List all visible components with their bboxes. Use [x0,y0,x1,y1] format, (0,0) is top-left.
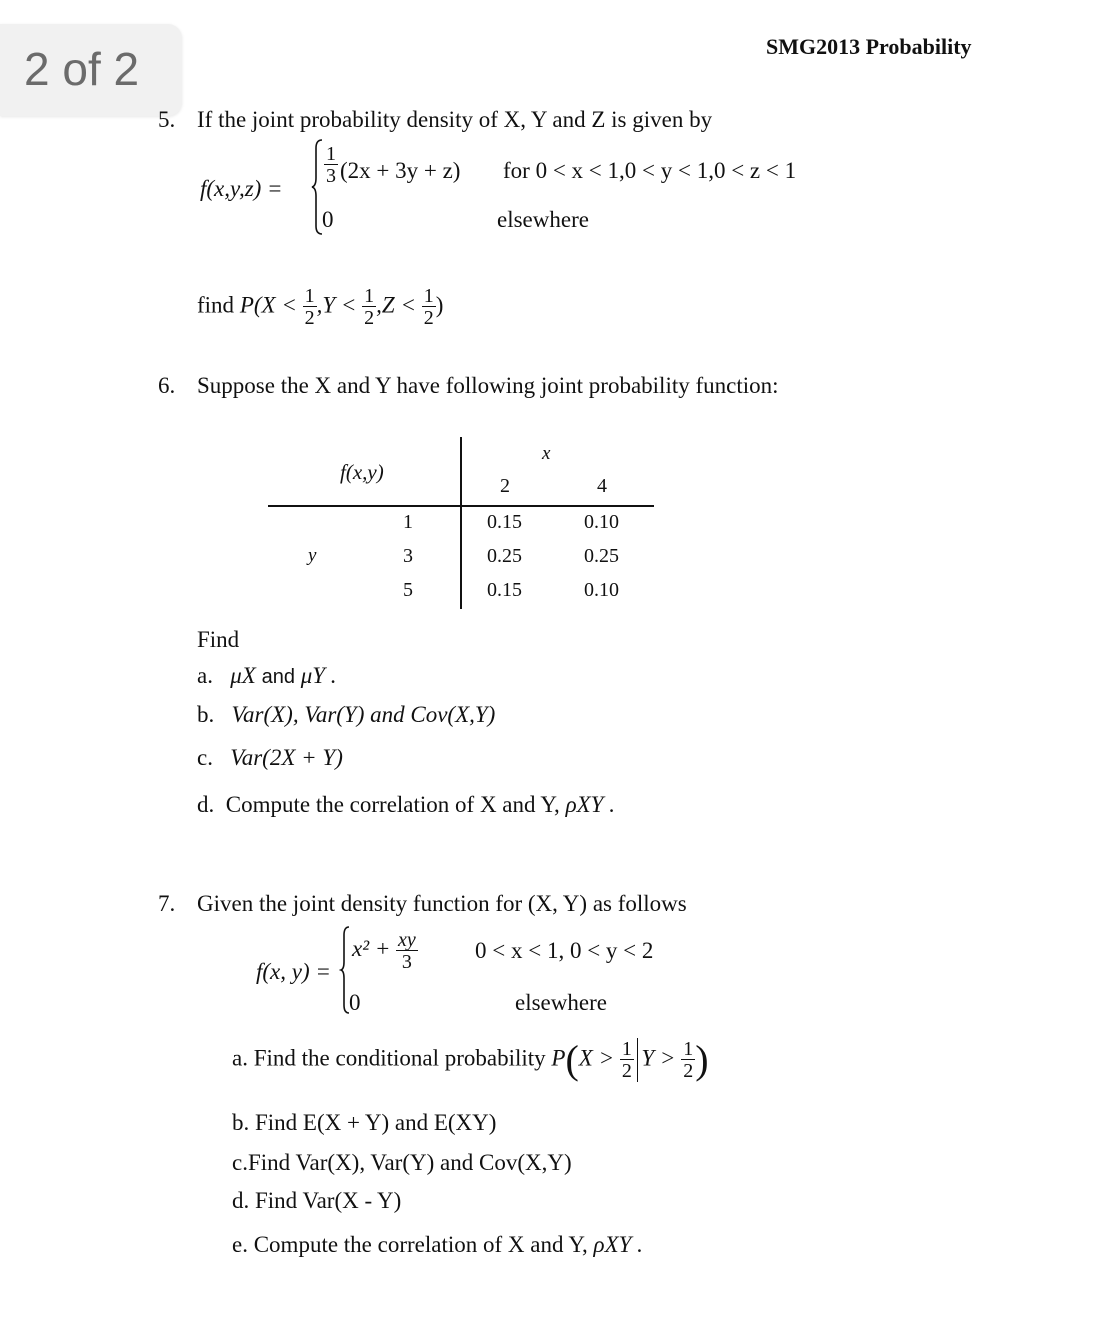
q7-a-frac2 [681,1039,695,1081]
q7-part-a [232,1038,709,1082]
q5-frac-y-den: 2 [364,307,375,329]
q5-frac-y [362,286,376,328]
q7-a-y: Y > [641,1045,676,1071]
q5-prob-p: P(X < [239,292,297,318]
q6-d-rho: ρXY . [565,792,615,817]
q7-part-b: b. Find E(X + Y) and E(XY) [232,1110,497,1135]
q7-case2-cond: elsewhere [515,990,607,1015]
q7-a-frac2-num: 1 [683,1038,694,1060]
q5-frac-y-num: 1 [364,285,375,307]
q5-case1-cond: for 0 < x < 1,0 < y < 1,0 < z < 1 [503,158,797,183]
q6-cell-0-0: 0.15 [487,511,522,533]
q7-case2-val: 0 [349,990,361,1015]
q6-table-y-label: y [308,545,317,566]
q7-a-x: X > [578,1045,615,1071]
q6-intro: Suppose the X and Y have following joint probability function: [197,373,779,398]
q6-table-hline [268,505,654,507]
q5-case1-num: 1 [326,143,336,165]
q6-part-d [197,792,615,818]
q5-prob-z: ,Z < [376,292,416,318]
q7-intro: Given the joint density function for (X, Y) as follows [197,891,687,916]
q6-d-text: Compute the correlation of X and Y, [225,792,560,817]
q6-find-label: Find [197,627,240,652]
q5-prob-close: ) [435,292,444,318]
q7-part-c: c.Find Var(X), Var(Y) and Cov(X,Y) [232,1150,572,1175]
q7-a-p: P [551,1045,566,1071]
q6-part-c [197,745,343,771]
q6-table-corner: f(x,y) [340,460,384,484]
q7-a-text: a. Find the conditional probability [232,1045,546,1071]
q5-find-line [197,286,443,328]
q6-a-letter: a. [197,663,213,688]
q7-a-open-paren: ( [565,1037,579,1082]
q5-frac-z-num: 1 [423,285,434,307]
q6-cell-0-1: 0.10 [584,511,619,533]
q6-part-b [197,702,495,728]
q5-find-prefix: find [197,292,235,318]
q6-row-y0: 1 [403,511,413,533]
q5-case2-cond: elsewhere [497,207,589,232]
q5-f-label: f(x,y,z) = [200,176,283,201]
q7-a-frac1-num: 1 [621,1038,632,1060]
q7-a-frac2-den: 2 [683,1060,694,1082]
q7-a-close-paren: ) [695,1037,709,1082]
course-header: SMG2013 Probability [766,34,972,59]
q7-a-given-bar [637,1038,639,1082]
q5-number: 5. [158,107,176,132]
q6-a-muy: μY . [300,663,337,688]
q7-case1-den: 3 [396,950,418,972]
q6-a-mux: μX [230,663,256,688]
q6-table-x-label: x [542,443,551,464]
q6-cell-1-1: 0.25 [584,545,619,567]
q6-b-text: Var(X), Var(Y) and Cov(X,Y) [231,702,496,727]
q7-a-frac1 [620,1039,634,1081]
q6-a-and: and [261,666,295,688]
q6-row-y2: 5 [403,579,413,601]
q6-table-x0: 2 [500,475,510,497]
q7-e-text: e. Compute the correlation of X and Y, [232,1232,588,1257]
q7-part-d: d. Find Var(X - Y) [232,1188,402,1213]
q5-intro: If the joint probability density of X, Y and Z is given by [197,107,713,132]
q7-a-frac1-den: 2 [621,1060,632,1082]
q5-case2-val: 0 [322,207,334,232]
q5-frac-x [303,286,317,328]
q6-cell-1-0: 0.25 [487,545,522,567]
q5-frac-z-den: 2 [423,307,434,329]
q6-d-letter: d. [197,792,215,817]
q6-row-y1: 3 [403,545,413,567]
q5-prob-y: ,Y < [316,292,357,318]
q7-part-e [232,1232,643,1258]
q6-c-letter: c. [197,745,213,770]
q5-frac-z [422,286,436,328]
q7-case1-cond: 0 < x < 1, 0 < y < 2 [475,938,654,963]
q7-case1-num: xy [398,929,416,951]
q5-case1-expr: (2x + 3y + z) [340,158,461,183]
q6-b-letter: b. [197,702,215,727]
q6-table-x1: 4 [597,475,607,497]
page-indicator-text: 2 of 2 [24,43,140,95]
q6-c-text: Var(2X + Y) [230,745,343,770]
q7-number: 7. [158,891,176,916]
q6-cell-2-0: 0.15 [487,579,522,601]
q5-case1-fraction [324,144,338,186]
q7-case1-expr: x² + [352,936,391,961]
q7-e-rho: ρXY . [593,1232,643,1257]
q6-part-a [197,663,337,689]
q5-frac-x-num: 1 [304,285,315,307]
q7-f-label: f(x, y) = [256,959,331,984]
q6-table-vline [460,437,462,609]
q7-case1-fraction [396,930,418,972]
page-indicator-badge [0,24,182,116]
q5-frac-x-den: 2 [304,307,315,329]
q5-case1-den: 3 [326,165,336,187]
q6-number: 6. [158,373,176,398]
q6-cell-2-1: 0.10 [584,579,619,601]
